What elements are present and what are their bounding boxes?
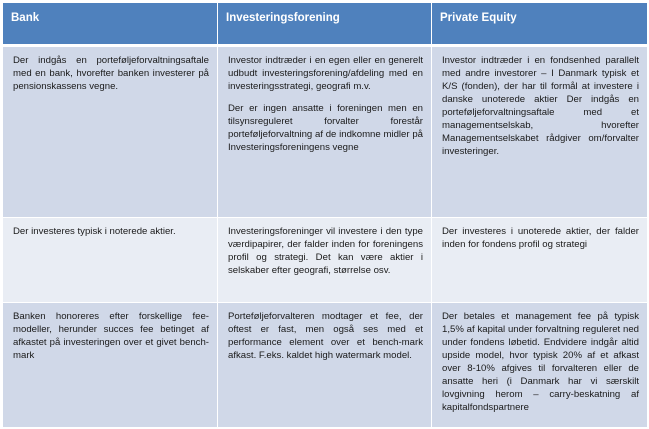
cell-investeringsforening (218, 303, 432, 428)
cell-private-equity (432, 303, 648, 428)
cell-paragraph: Der investeres typisk i noterede aktier. (13, 226, 176, 237)
cell-paragraph: Banken honoreres efter forskellige fee-modeller, herunder succes fee betinget af afkastet på investeringen over et givet bench-mark (13, 311, 209, 362)
cell-paragraph: Investor indtræder i en fondsenhed parallelt med andre investorer – I Danmark typisk et K/S (fonden), der har til formål at investere i danske unoterede aktier Der indgås en porteføljeforvaltningsaftale med et managementselskab, hvorefter Managementselskabet rådgiver om/forvalter investeringer. (442, 55, 639, 158)
cell-paragraph: Der indgås en porteføljeforvaltningsaftale med en bank, hvorefter banken investerer på pensionskassens vegne. (13, 55, 209, 93)
cell-bank (3, 218, 218, 303)
cell-private-equity (432, 47, 648, 218)
cell-paragraph: Investeringsforeninger vil investere i den type værdipapirer, der falder inden for foreningens profil og strategi. Det kan være aktier i selskaber efter geografi, størrelse osv. (228, 226, 423, 277)
cell-investeringsforening (218, 218, 432, 303)
cell-paragraph: Investor indtræder i en egen eller en generelt udbudt investeringsforening/afdeling med en investeringsstrategi, geografi m.v. (228, 55, 423, 93)
header-private-equity: Private Equity (432, 3, 648, 47)
cell-paragraph: Porteføljeforvalteren modtager et fee, der oftest er fast, men også ses med et performance element over et bench-mark afkast. F.eks. kaldet high watermark model. (228, 311, 423, 362)
cell-paragraph: Der investeres i unoterede aktier, der falder inden for fondens profil og strategi (442, 226, 639, 251)
cell-investeringsforening (218, 47, 432, 218)
cell-paragraph: Der betales et management fee på typisk 1,5% af kapital under forvaltning reguleret ned under fondens løbetid. Endvidere indgår altid upside model, hvor typisk 20% af et afkast over 8-10% afgives til forvalteren eller de ansatte heri (i Danmark har vi særskilt lovgivning herom – carry-beskatning af kapitalfondspartnere (442, 311, 639, 414)
cell-bank (3, 47, 218, 218)
cell-paragraph: Der er ingen ansatte i foreningen men en tilsynsreguleret forvalter forestår porteføljeforvaltning af de indkomne midler på Investeringsforeningens vegne (228, 103, 423, 154)
cell-private-equity (432, 218, 648, 303)
cell-bank (3, 303, 218, 428)
comparison-table (2, 2, 647, 427)
header-bank: Bank (3, 3, 218, 47)
header-investeringsforening: Investeringsforening (218, 3, 432, 47)
